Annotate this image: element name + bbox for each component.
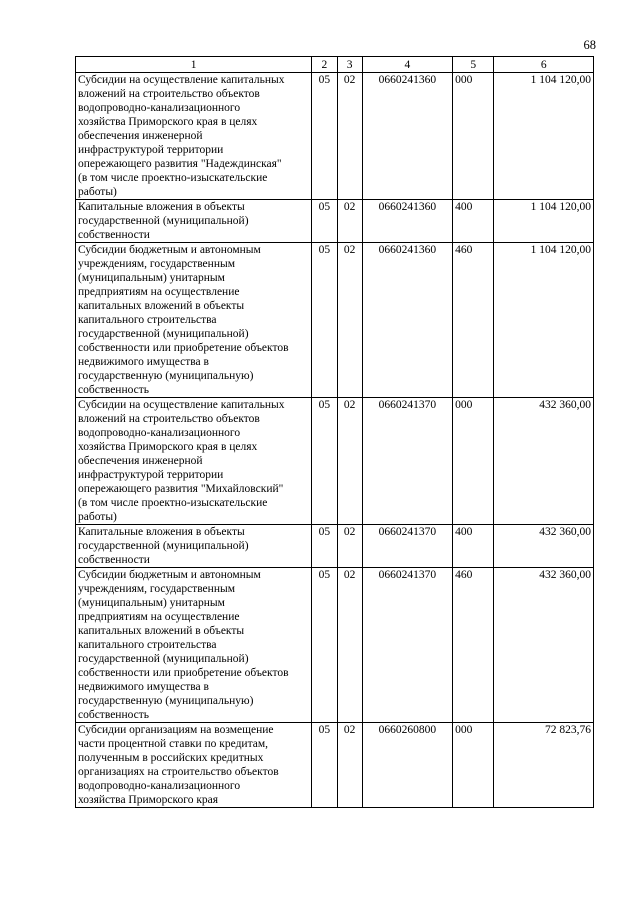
row-target-code: 0660241370 [362,398,453,525]
table-row [76,73,594,200]
row-description: Субсидии на осуществление капитальных вложений на строительство объектов водопроводно-канализационного хозяйства Приморского края в целях обеспечения инженерной инфраструктурой территории опережающего развития "Надеждинская" (в том числе проектно-изыскательские работы) [76,73,312,200]
row-description: Капитальные вложения в объекты государственной (муниципальной) собственности [76,200,312,243]
row-subsection: 02 [337,568,362,723]
header-cell-3: 3 [337,57,362,73]
row-subsection: 02 [337,73,362,200]
table-row [76,723,594,808]
row-section: 05 [312,723,337,808]
table-row [76,243,594,398]
row-section: 05 [312,243,337,398]
row-section: 05 [312,568,337,723]
table-row [76,200,594,243]
row-section: 05 [312,525,337,568]
row-description: Капитальные вложения в объекты государственной (муниципальной) собственности [76,525,312,568]
row-amount: 432 360,00 [494,525,594,568]
row-expense-type: 400 [453,525,494,568]
row-amount: 1 104 120,00 [494,73,594,200]
row-subsection: 02 [337,200,362,243]
row-subsection: 02 [337,723,362,808]
row-expense-type: 400 [453,200,494,243]
header-cell-4: 4 [362,57,453,73]
header-cell-5: 5 [453,57,494,73]
row-expense-type: 000 [453,723,494,808]
row-target-code: 0660241360 [362,73,453,200]
row-expense-type: 460 [453,243,494,398]
header-row [76,57,594,73]
row-section: 05 [312,73,337,200]
header-cell-2: 2 [312,57,337,73]
row-section: 05 [312,398,337,525]
row-subsection: 02 [337,525,362,568]
row-target-code: 0660241370 [362,568,453,723]
row-amount: 432 360,00 [494,568,594,723]
row-amount: 1 104 120,00 [494,200,594,243]
row-target-code: 0660260800 [362,723,453,808]
row-description: Субсидии организациям на возмещение части процентной ставки по кредитам, полученным в российских кредитных организациях на строительство объектов водопроводно-канализационного хозяйства Приморского края [76,723,312,808]
row-expense-type: 000 [453,73,494,200]
budget-table [75,56,594,808]
row-amount: 432 360,00 [494,398,594,525]
row-subsection: 02 [337,243,362,398]
row-section: 05 [312,200,337,243]
row-target-code: 0660241360 [362,243,453,398]
row-description: Субсидии бюджетным и автономным учреждениям, государственным (муниципальным) унитарным предприятиям на осуществление капитальных вложений в объекты капитального строительства государственной (муниципальной) собственности или приобретение объектов недвижимого имущества в государственную (муниципальную) собственность [76,568,312,723]
row-subsection: 02 [337,398,362,525]
row-description: Субсидии бюджетным и автономным учреждениям, государственным (муниципальным) унитарным предприятиям на осуществление капитальных вложений в объекты капитального строительства государственной (муниципальной) собственности или приобретение объектов недвижимого имущества в государственную (муниципальную) собственность [76,243,312,398]
table-row [76,568,594,723]
row-description: Субсидии на осуществление капитальных вложений на строительство объектов водопроводно-канализационного хозяйства Приморского края в целях обеспечения инженерной инфраструктурой территории опережающего развития "Михайловский" (в том числе проектно-изыскательские работы) [76,398,312,525]
header-cell-1: 1 [76,57,312,73]
row-target-code: 0660241370 [362,525,453,568]
page-number: 68 [583,38,596,52]
table-row [76,398,594,525]
row-amount: 72 823,76 [494,723,594,808]
row-amount: 1 104 120,00 [494,243,594,398]
table-row [76,525,594,568]
row-target-code: 0660241360 [362,200,453,243]
row-expense-type: 000 [453,398,494,525]
row-expense-type: 460 [453,568,494,723]
header-cell-6: 6 [494,57,594,73]
